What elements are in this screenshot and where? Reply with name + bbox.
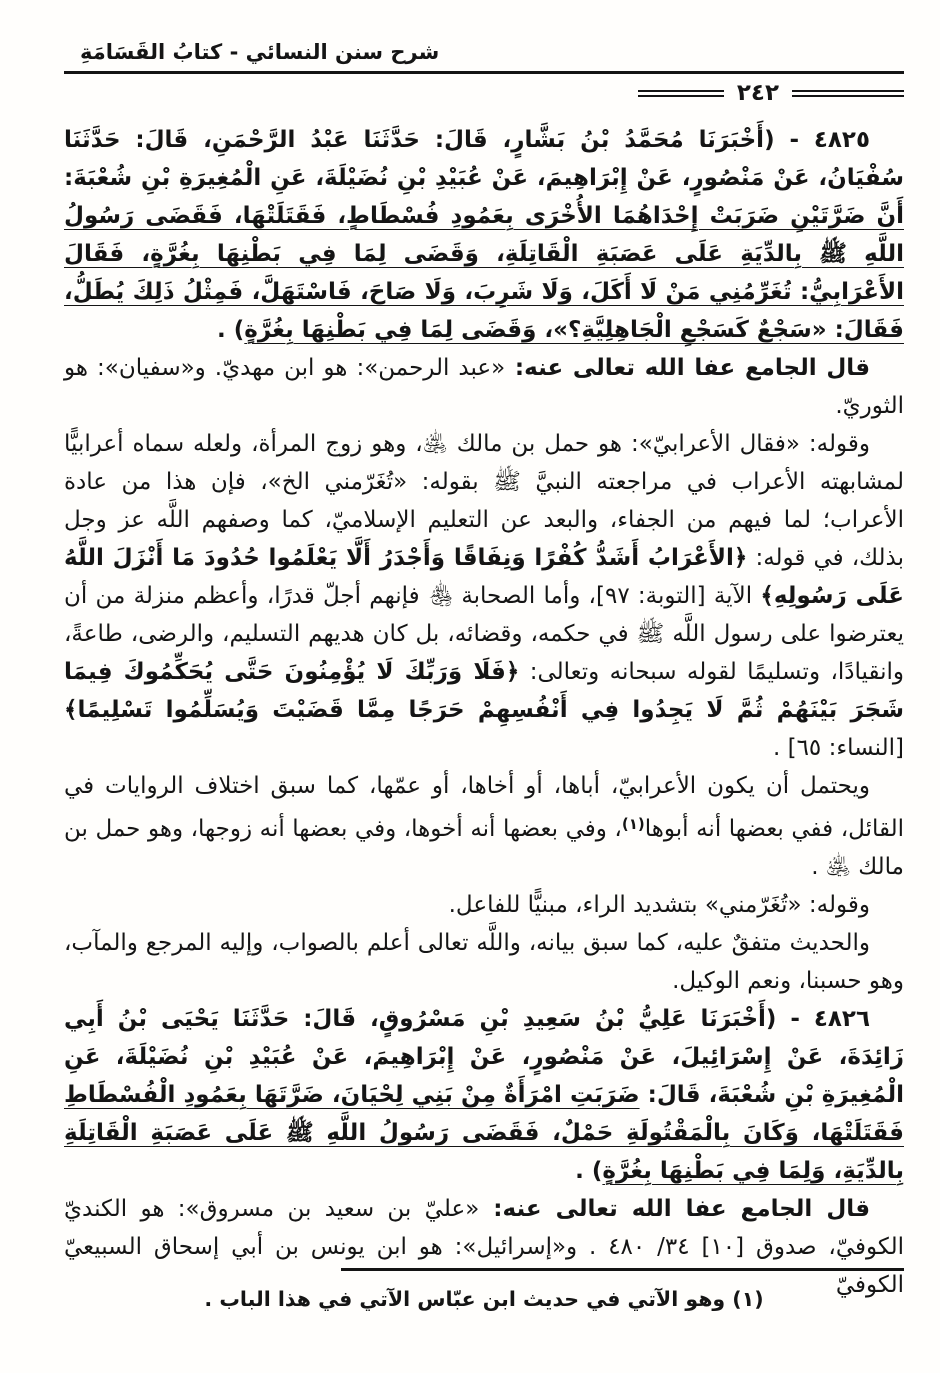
text-segment-hadith-u: أَنَّ ضَرَّتَيْنِ ضَرَبَتْ إِحْدَاهُمَا الأُخْرَى بِعَمُودِ فُسْطَاطٍ، فَقَتَلَتْهَا، فَقَضَى رَسُولُ اللَّهِ ﷺ بِالدِّيَةِ عَلَى عَصَبَةِ الْقَاتِلَةِ، وَقَضَى لِمَا فِي بَطْنِهَا بِغُرَّةٍ، فَقَالَ الأَعْرَابِيُّ: تُغَرِّمُنِي مَنْ لَا أَكَلَ، وَلَا شَرِبَ، وَلَا صَاحَ، فَاسْتَهَلَّ، فَمِثْلُ ذَلِكَ يُطَلُّ، فَقَالَ: «سَجْعٌ كَسَجْعِ الْجَاهِلِيَّةِ؟»، وَقَضَى لِمَا فِي بَطْنِهَا بِغُرَّةٍ (64, 203, 904, 343)
commentary-variant-narrations (64, 767, 904, 886)
text-segment-lead: قال الجامع عفا الله تعالى عنه: (505, 355, 870, 381)
text-segment-hadith: ٤٨٢٥ - (أَخْبَرَنَا مُحَمَّدُ بْنُ بَشَّارٍ، قَالَ: حَدَّثَنَا عَبْدُ الرَّحْمَنِ، قَالَ: حَدَّثَنَا سُفْيَانُ، عَنْ مَنْصُورٍ، عَنْ إِبْرَاهِيمَ، عَنْ عُبَيْدِ بْنِ نُضَيْلَةَ، عَنِ الْمُغِيرَةِ بْنِ شُعْبَةَ: (64, 127, 904, 191)
text-segment-normal: والحديث متفقٌ عليه، كما سبق بيانه، واللَّه تعالى أعلم بالصواب، وإليه المرجع والمآب، وهو حسبنا، ونعم الوكيل. (64, 930, 904, 994)
hadith-4825 (64, 121, 904, 349)
page-number-ornament-left (638, 90, 724, 97)
commentary-hadith-agreement (64, 924, 904, 1000)
text-segment-hadith: ) . (575, 1158, 603, 1184)
text-segment-normal: ويحتمل أن يكون الأعرابيّ، أباها، أو أخاها، أو عمّها، كما سبق اختلاف الروايات في القائل، ففي بعضها أنه أبوها (64, 773, 905, 842)
text-segment-quran: ﴿الأَعْرَابُ أَشَدُّ كُفْرًا وَنِفَاقًا وَأَجْدَرُ أَلَّا يَعْلَمُوا حُدُودَ مَا أَنْزَلَ اللَّهُ عَلَى رَسُولِهِ﴾ (64, 545, 904, 609)
text-segment-lead: قال الجامع عفا الله تعالى عنه: (479, 1196, 870, 1222)
text-segment-hadith: ٤٨٢٦ - (أَخْبَرَنَا عَلِيُّ بْنُ سَعِيدِ بْنِ مَسْرُوقٍ، قَالَ: حَدَّثَنَا يَحْيَى بْنُ أَبِي زَائِدَةَ، عَنْ إِسْرَائِيلَ، عَنْ مَنْصُورٍ، عَنْ إِبْرَاهِيمَ، عَنْ عُبَيْدِ بْنِ نُضَيْلَةَ، عَنِ الْمُغِيرَةِ بْنِ شُعْبَةَ، قَالَ: (64, 1006, 904, 1108)
commentary-arabi-discussion (64, 425, 904, 767)
text-segment-normal: وقوله: «فقال الأعرابيّ»: هو حمل بن مالك ﵁، وهو زوج المرأة، ولعله سماه أعرابيًّا لمشابهته الأعراب في مراجعته النبيَّ ﷺ بقوله: «تُغَرّمني الخ»، فإن هذا من عادة الأعراب؛ لما فيهم من الجفاء، والبعد عن التعليم الإسلاميّ، كما وصفهم اللَّه عز وجل بذلك، في قوله: (64, 431, 904, 571)
text-segment-normal: «عبد الرحمن»: هو ابن مهديّ. و«سفيان»: هو الثوريّ. (64, 355, 904, 419)
commentary-narrators-note (64, 349, 904, 425)
text-segment-normal: وقوله: «تُغَرّمني» بتشديد الراء، مبنيًّا للفاعل. (448, 892, 870, 918)
footnote-area (64, 1268, 904, 1315)
text-segment-normal: ، وفي بعضها أنه أخوها، وفي بعضها أنه زوجها، وهو حمل بن مالك ﵁ . (64, 816, 904, 880)
text-segment-hadith: ) . (217, 317, 245, 343)
commentary-tughrimuni-note (64, 886, 904, 924)
text-segment-fnref: (١) (621, 815, 645, 833)
page-number-ornament-right (792, 90, 904, 97)
text-segment-normal: «عليّ بن سعيد بن مسروق»: هو الكنديّ الكوفيّ، صدوق [١٠] ٣٤/ ٤٨٠ . و«إسرائيل»: هو ابن يونس بن أبي إسحاق السبيعيّ الكوفيّ (64, 1196, 904, 1298)
text-segment-quran: ﴿فَلَا وَرَبِّكَ لَا يُؤْمِنُونَ حَتَّى يُحَكِّمُوكَ فِيمَا شَجَرَ بَيْنَهُمْ ثُمَّ لَا يَجِدُوا فِي أَنْفُسِهِمْ حَرَجًا مِمَّا قَضَيْتَ وَيُسَلِّمُوا تَسْلِيمًا﴾ (64, 659, 904, 723)
hadith-4826 (64, 1000, 904, 1190)
page-number: ٢٤٢ (736, 80, 779, 106)
header-rule (64, 71, 904, 74)
footnote: (١) وهو الآتي في حديث ابن عبّاس الآتي في هذا الباب . (204, 1287, 764, 1311)
book-title: شرح سنن النسائي - كتابُ القَسَامَةِ (80, 40, 440, 64)
body-text (64, 121, 904, 1304)
text-segment-normal: [النساء: ٦٥] . (772, 735, 904, 761)
text-segment-normal: الآية [التوبة: ٩٧]، وأما الصحابة ﵃ فإنهم أجلّ قدرًا، وأعظم منزلة من أن يعترضوا على رسول اللَّه ﷺ في حكمه، وقضائه، بل كان هديهم التسليم، والرضى، طاعةً، وانقيادًا، وتسليمًا لقوله سبحانه وتعالى: (64, 583, 904, 685)
footnote-rule (341, 1268, 904, 1271)
text-segment-hadith-u: ضَرَبَتِ امْرَأَةٌ مِنْ بَنِي لِحْيَانَ، ضَرَّتَهَا بِعَمُودِ الْفُسْطَاطِ فَقَتَلَتْهَا، وَكَانَ بِالْمَقْتُولَةِ حَمْلٌ، فَقَضَى رَسُولُ اللَّهِ ﷺ عَلَى عَصَبَةِ الْقَاتِلَةِ بِالدِّيَةِ، وَلِمَا فِي بَطْنِهَا بِغُرَّةٍ (64, 1082, 904, 1184)
page-number-row (64, 82, 904, 105)
page-header (64, 40, 904, 105)
